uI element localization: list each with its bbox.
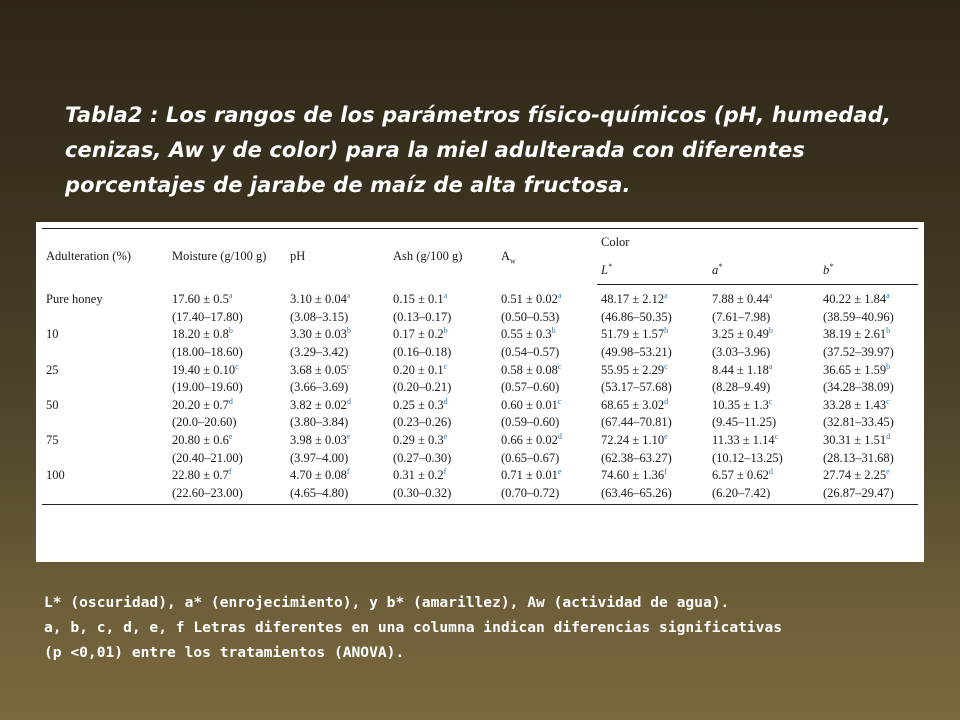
table-row-range	[42, 414, 918, 432]
cell-aw-range: (0.65–0.67)	[501, 450, 560, 465]
significance-letter: e	[346, 432, 351, 442]
cell-moisture-mean	[168, 361, 286, 379]
cell-value: 3.68 ± 0.05	[290, 362, 347, 377]
cell-moisture-range: (20.0–20.60)	[172, 415, 237, 430]
cell-ph-mean	[286, 432, 389, 450]
significance-letter: a	[557, 291, 562, 301]
cell-value: 33.28 ± 1.43	[823, 397, 887, 412]
significance-letter: d	[664, 396, 669, 406]
significance-letter: c	[346, 361, 351, 371]
significance-letter: c	[443, 361, 448, 371]
row-label: 100	[46, 468, 65, 483]
row-label-empty	[42, 414, 168, 432]
cell-aw-mean	[497, 467, 597, 485]
cell-b-range: (38.59–40.96)	[823, 309, 894, 324]
cell-l-range: (49.98–53.21)	[601, 345, 672, 360]
row-label: 50	[46, 397, 59, 412]
significance-letter: c	[235, 361, 239, 371]
cell-b-range: (37.52–39.97)	[823, 345, 894, 360]
cell-l-mean	[597, 397, 708, 415]
cell-b-mean	[819, 361, 918, 379]
cell-a-mean	[708, 397, 819, 415]
cell-l-mean	[597, 326, 708, 344]
header-b-label: b	[823, 262, 830, 277]
cell-aw-range: (0.50–0.53)	[501, 309, 560, 324]
significance-letter: e	[443, 432, 448, 442]
cell-value: 0.66 ± 0.02	[501, 433, 558, 448]
cell-value: 48.17 ± 2.12	[601, 292, 665, 307]
cell-moisture-mean	[168, 397, 286, 415]
cell-ph-range: (3.80–3.84)	[290, 415, 349, 430]
significance-letter: f	[664, 467, 667, 477]
cell-b-range: (34.28–38.09)	[823, 380, 894, 395]
cell-b-mean	[819, 326, 918, 344]
cell-l-range: (46.86–50.35)	[601, 309, 672, 324]
cell-value: 30.31 ± 1.51	[823, 433, 887, 448]
table-row	[42, 285, 918, 309]
cell-ph-mean	[286, 326, 389, 344]
header-adulteration: Adulteration (%)	[42, 229, 168, 285]
cell-moisture-range: (18.00–18.60)	[172, 345, 243, 360]
cell-value: 3.30 ± 0.03	[290, 327, 347, 342]
cell-moisture-range: (20.40–21.00)	[172, 450, 243, 465]
header-ash: Ash (g/100 g)	[389, 229, 497, 285]
table-row	[42, 361, 918, 379]
row-label-empty	[42, 379, 168, 397]
cell-moisture-mean	[168, 285, 286, 309]
cell-value: 38.19 ± 2.61	[823, 327, 887, 342]
cell-a-range: (8.28–9.49)	[712, 380, 771, 395]
cell-value: 0.17 ± 0.2	[393, 327, 444, 342]
cell-moisture-mean	[168, 432, 286, 450]
cell-value: 3.25 ± 0.49	[712, 327, 769, 342]
significance-letter: f	[346, 467, 350, 477]
cell-ash-mean	[389, 361, 497, 379]
header-a-star: *	[718, 261, 723, 271]
significance-letter: b	[886, 326, 891, 336]
row-label: 25	[46, 362, 59, 377]
cell-value: 3.82 ± 0.02	[290, 397, 347, 412]
cell-l-range: (63.46–65.26)	[597, 485, 708, 505]
cell-ph-mean	[286, 397, 389, 415]
header-l-label: L	[601, 262, 608, 277]
cell-b-mean	[819, 432, 918, 450]
significance-letter: b	[664, 326, 669, 336]
cell-l-mean	[597, 432, 708, 450]
cell-a-mean	[708, 285, 819, 309]
cell-value: 36.65 ± 1.59	[823, 362, 887, 377]
cell-aw-mean	[497, 397, 597, 415]
header-moisture: Moisture (g/100 g)	[168, 229, 286, 285]
cell-a-range: (6.20–7.42)	[708, 485, 819, 505]
cell-value: 18.20 ± 0.8	[172, 327, 229, 342]
significance-letter: c	[768, 396, 773, 406]
cell-aw-mean	[497, 285, 597, 309]
table-row-range	[42, 449, 918, 467]
significance-letter: c	[774, 432, 779, 442]
cell-a-range: (9.45–11.25)	[712, 415, 777, 430]
header-aw-base: A	[501, 248, 511, 263]
cell-moisture-range: (22.60–23.00)	[168, 485, 286, 505]
cell-moisture-mean	[168, 326, 286, 344]
significance-letter: c	[664, 361, 668, 371]
cell-l-mean	[597, 361, 708, 379]
cell-value: 17.60 ± 0.5	[172, 292, 229, 307]
header-aw	[497, 229, 597, 285]
significance-letter: a	[664, 291, 668, 301]
row-label-empty	[42, 449, 168, 467]
cell-aw-range: (0.54–0.57)	[501, 345, 560, 360]
significance-letter: d	[557, 432, 562, 442]
significance-letter: d	[886, 432, 891, 442]
table-row	[42, 467, 918, 485]
cell-a-mean	[708, 467, 819, 485]
cell-value: 51.79 ± 1.57	[601, 327, 665, 342]
cell-value: 3.98 ± 0.03	[290, 433, 347, 448]
cell-ph-mean	[286, 285, 389, 309]
cell-l-range: (62.38–63.27)	[601, 450, 672, 465]
cell-value: 4.70 ± 0.08	[290, 468, 347, 483]
table-body	[42, 285, 918, 505]
cell-value: 40.22 ± 1.84	[823, 292, 887, 307]
header-color-l	[597, 256, 708, 285]
cell-value: 0.60 ± 0.01	[501, 397, 558, 412]
significance-letter: b	[551, 326, 556, 336]
table-row-range	[42, 485, 918, 505]
cell-l-mean	[597, 467, 708, 485]
cell-b-mean	[819, 467, 918, 485]
significance-letter: e	[557, 467, 562, 477]
row-label-empty	[42, 309, 168, 327]
cell-ash-mean	[389, 285, 497, 309]
table-row	[42, 432, 918, 450]
cell-a-range: (7.61–7.98)	[712, 309, 771, 324]
cell-ash-range: (0.23–0.26)	[393, 415, 452, 430]
cell-ash-mean	[389, 467, 497, 485]
table-row-range	[42, 344, 918, 362]
cell-b-range: (28.13–31.68)	[823, 450, 894, 465]
footnote-significance: a, b, c, d, e, f Letras diferentes en una columna indican diferencias significativas	[44, 619, 783, 636]
significance-letter: d	[346, 396, 351, 406]
significance-letter: f	[228, 467, 232, 477]
significance-letter: e	[228, 432, 233, 442]
cell-value: 0.58 ± 0.08	[501, 362, 558, 377]
cell-l-range: (67.44–70.81)	[601, 415, 672, 430]
row-label: 10	[46, 327, 59, 342]
cell-value: 0.25 ± 0.3	[393, 397, 444, 412]
row-label-empty	[42, 344, 168, 362]
cell-ph-range: (3.08–3.15)	[290, 309, 349, 324]
cell-value: 0.29 ± 0.3	[393, 433, 444, 448]
significance-letter: a	[768, 361, 773, 371]
significance-letter: b	[443, 326, 448, 336]
row-label-empty	[42, 485, 168, 505]
significance-letter: d	[443, 396, 448, 406]
significance-letter: c	[886, 396, 890, 406]
cell-value: 3.10 ± 0.04	[290, 292, 347, 307]
header-ph: pH	[286, 229, 389, 285]
cell-a-mean	[708, 432, 819, 450]
cell-ash-range: (0.27–0.30)	[393, 450, 452, 465]
header-color: Color	[597, 229, 918, 257]
cell-b-range: (26.87–29.47)	[819, 485, 918, 505]
honey-adulteration-table	[42, 228, 918, 505]
cell-value: 68.65 ± 3.02	[601, 397, 665, 412]
table-row-range	[42, 309, 918, 327]
significance-letter: b	[768, 326, 773, 336]
footnotes	[44, 590, 924, 665]
cell-value: 72.24 ± 1.10	[601, 433, 665, 448]
cell-value: 0.51 ± 0.02	[501, 292, 558, 307]
cell-ash-mean	[389, 432, 497, 450]
cell-value: 7.88 ± 0.44	[712, 292, 769, 307]
cell-value: 19.40 ± 0.10	[172, 362, 236, 377]
header-color-b	[819, 256, 918, 285]
cell-ph-range: (4.65–4.80)	[286, 485, 389, 505]
cell-ph-mean	[286, 467, 389, 485]
footnote-color-legend: L* (oscuridad), a* (enrojecimiento), y b* (amarillez), Aw (actividad de agua).	[44, 594, 730, 611]
cell-value: 74.60 ± 1.36	[601, 468, 665, 483]
cell-moisture-range: (19.00–19.60)	[172, 380, 243, 395]
cell-aw-range: (0.59–0.60)	[501, 415, 560, 430]
cell-value: 0.20 ± 0.1	[393, 362, 444, 377]
significance-letter: e	[664, 432, 668, 442]
cell-b-range: (32.81–33.45)	[823, 415, 894, 430]
cell-value: 20.20 ± 0.7	[172, 397, 229, 412]
significance-letter: d	[228, 396, 233, 406]
cell-aw-range: (0.70–0.72)	[497, 485, 597, 505]
cell-value: 20.80 ± 0.6	[172, 433, 229, 448]
significance-letter: b	[346, 326, 351, 336]
row-label: Pure honey	[46, 292, 103, 307]
cell-aw-mean	[497, 361, 597, 379]
cell-b-mean	[819, 285, 918, 309]
significance-letter: c	[557, 361, 562, 371]
cell-ash-mean	[389, 326, 497, 344]
cell-value: 6.57 ± 0.62	[712, 468, 769, 483]
header-b-star: *	[829, 261, 834, 271]
table-row	[42, 397, 918, 415]
cell-value: 11.33 ± 1.14	[712, 433, 775, 448]
cell-value: 0.55 ± 0.3	[501, 327, 552, 342]
cell-a-range: (3.03–3.96)	[712, 345, 771, 360]
significance-letter: a	[886, 291, 890, 301]
cell-moisture-range: (17.40–17.80)	[172, 309, 243, 324]
cell-ash-range: (0.20–0.21)	[393, 380, 452, 395]
cell-value: 0.71 ± 0.01	[501, 468, 558, 483]
cell-value: 0.15 ± 0.1	[393, 292, 444, 307]
header-color-a	[708, 256, 819, 285]
footnote-anova: (p <0,01) entre los tratamientos (ANOVA).	[44, 644, 405, 661]
cell-ph-range: (3.29–3.42)	[290, 345, 349, 360]
cell-ash-mean	[389, 397, 497, 415]
cell-ash-range: (0.13–0.17)	[393, 309, 452, 324]
significance-letter: b	[886, 361, 891, 371]
significance-letter: a	[768, 291, 773, 301]
cell-ph-mean	[286, 361, 389, 379]
cell-value: 8.44 ± 1.18	[712, 362, 769, 377]
significance-letter: e	[886, 467, 890, 477]
significance-letter: a	[228, 291, 233, 301]
cell-ph-range: (3.97–4.00)	[290, 450, 349, 465]
significance-letter: b	[228, 326, 233, 336]
cell-ash-range: (0.16–0.18)	[393, 345, 452, 360]
table-row	[42, 326, 918, 344]
cell-value: 55.95 ± 2.29	[601, 362, 665, 377]
cell-b-mean	[819, 397, 918, 415]
significance-letter: d	[768, 467, 773, 477]
header-a-label: a	[712, 262, 719, 277]
header-aw-sub: w	[510, 256, 516, 265]
cell-aw-mean	[497, 432, 597, 450]
cell-aw-mean	[497, 326, 597, 344]
row-label: 75	[46, 433, 59, 448]
cell-value: 10.35 ± 1.3	[712, 397, 769, 412]
cell-aw-range: (0.57–0.60)	[501, 380, 560, 395]
cell-value: 22.80 ± 0.7	[172, 468, 229, 483]
cell-value: 27.74 ± 2.25	[823, 468, 887, 483]
cell-a-range: (10.12–13.25)	[712, 450, 783, 465]
significance-letter: f	[443, 467, 447, 477]
table-row-range	[42, 379, 918, 397]
cell-ash-range: (0.30–0.32)	[389, 485, 497, 505]
cell-a-mean	[708, 361, 819, 379]
cell-l-mean	[597, 285, 708, 309]
significance-letter: a	[346, 291, 351, 301]
significance-letter: a	[443, 291, 448, 301]
data-table-panel	[36, 222, 924, 562]
cell-moisture-mean	[168, 467, 286, 485]
header-l-star: *	[607, 261, 612, 271]
cell-l-range: (53.17–57.68)	[601, 380, 672, 395]
slide-title: Tabla2 : Los rangos de los parámetros físico-químicos (pH, humedad, cenizas, Aw y de color) para la miel adulterada con diferentes porcentajes de jarabe de maíz de alta fructosa.	[65, 103, 891, 197]
cell-ph-range: (3.66–3.69)	[290, 380, 349, 395]
table-header-row	[42, 229, 918, 257]
cell-a-mean	[708, 326, 819, 344]
significance-letter: c	[557, 396, 562, 406]
cell-value: 0.31 ± 0.2	[393, 468, 444, 483]
